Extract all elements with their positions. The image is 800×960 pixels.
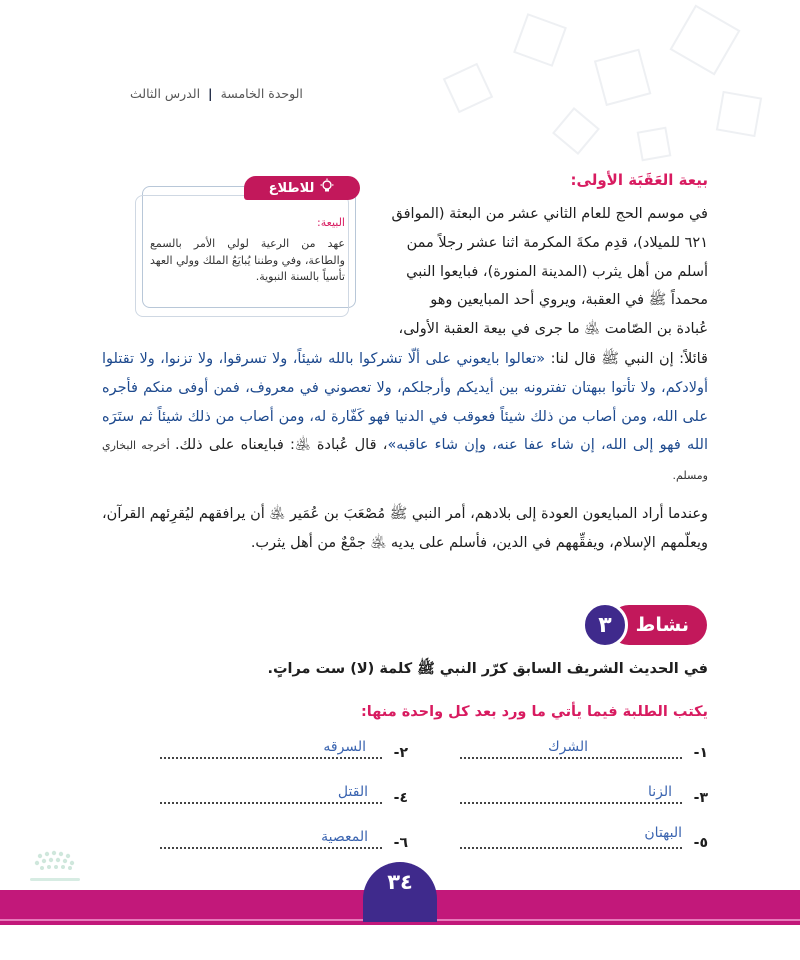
answer-line[interactable] [160, 802, 382, 804]
answer-label: ٣- [693, 790, 708, 806]
answer-text: البهتان [644, 825, 682, 841]
answer-text: السرقه [323, 739, 366, 755]
answer-row[interactable] [148, 825, 408, 855]
answer-label: ٢- [393, 745, 408, 761]
intro-line: ٦٢١ للميلاد)، قدِم مكةَ المكرمة اثنا عشر رجلاً ممن [406, 234, 708, 251]
info-box-tab [244, 176, 360, 200]
answer-row[interactable] [448, 735, 708, 765]
hadith-source: أخرجه البخاري ومسلم. [102, 439, 708, 483]
answer-label: ٦- [393, 835, 408, 851]
ministry-logo-icon [20, 848, 90, 888]
info-box-tab-label: للاطلاع [268, 180, 315, 196]
answer-line[interactable] [460, 847, 682, 849]
answer-label: ١- [693, 745, 708, 761]
activity-label: نشاط [609, 605, 707, 645]
page-header [130, 86, 303, 101]
info-term: البيعة: [317, 216, 345, 229]
info-definition: عهد من الرعية لولي الأمر بالسمع والطاعة، وفي وطننا يُبايَعُ الملك وولي العهد تأسياً بالسنة النبوية. [150, 237, 345, 283]
answer-line[interactable] [160, 757, 382, 759]
intro-line: أسلم من أهل يثرب (المدينة المنورة)، فبايعوا النبي [406, 263, 708, 280]
lightbulb-icon [319, 178, 335, 198]
answer-line[interactable] [460, 802, 682, 804]
intro-line: محمداً ﷺ في العقبة، ويروي أحد المبايعين وهو [430, 292, 708, 309]
page-number: ٣٤ [363, 862, 437, 922]
answer-row[interactable] [448, 780, 708, 810]
header-separator: | [208, 86, 213, 101]
lesson-title: الدرس الثالث [130, 86, 201, 101]
intro-line: في موسم الحج للعام الثاني عشر من البعثة (الموافق [391, 206, 708, 222]
unit-title: الوحدة الخامسة [220, 86, 303, 101]
hadith-lead: قائلاً: إن النبي ﷺ قال لنا: [545, 351, 708, 367]
closing-paragraph: وعندما أراد المبايعون العودة إلى بلادهم، أمر النبي ﷺ مُصْعَبَ بن عُمَير ﵁ أن يرافقهم ليُقرِئهم القرآن، ويعلّمهم الإسلام، ويفقِّههم في الدين، فأسلم على يديه ﵁ جمْعٌ من أهل يثرب. [101, 506, 708, 551]
hadith-quote: «تعالوا بايعوني على ألّا تشركوا بالله شيئاً، ولا تسرقوا، ولا تزنوا، ولا تقتلوا أولادكم، ولا تأتوا ببهتان تفترونه بين أيديكم وأرجلكم، ولا تعصوني في معروف، فمن أوفى منكم فأجره على الله، ومن أصاب من ذلك شيئاً فعوقب في الدنيا فهو كَفّارة له، ومن أصاب من ذلك شيئاً ثم ستَرَه الله فهو إلى الله، إن شاء عفا عنه، وإن شاء عاقبه» [102, 351, 708, 454]
activity-question: في الحديث الشريف السابق كرّر النبي ﷺ كلمة (لا) ست مراتٍ. [267, 661, 708, 677]
section-title: بيعة العَقَبَة الأولى: [570, 171, 708, 189]
answer-row[interactable] [148, 735, 408, 765]
answer-text: الشرك [548, 739, 588, 755]
hadith-close: ، قال عُبادة ﵁: فبايعناه على ذلك. [174, 437, 388, 454]
answer-line[interactable] [460, 757, 682, 759]
answer-text: الزنا [647, 784, 672, 800]
answer-text: القتل [337, 784, 368, 800]
intro-line: عُبادة بن الصّامت ﵁ ما جرى في بيعة العقبة الأولى، [398, 321, 708, 338]
answer-row[interactable] [448, 825, 708, 855]
activity-badge [582, 602, 707, 648]
activity-number: ٣ [582, 602, 628, 648]
answer-label: ٥- [693, 835, 708, 851]
answer-row[interactable] [148, 780, 408, 810]
answer-text: المعصية [321, 829, 368, 845]
answer-label: ٤- [393, 790, 408, 806]
hadith-paragraph [102, 345, 708, 491]
intro-paragraph [378, 200, 708, 344]
activity-instruction: يكتب الطلبة فيما يأتي ما ورد بعد كل واحدة منها: [360, 704, 708, 720]
answer-line[interactable] [160, 847, 382, 849]
